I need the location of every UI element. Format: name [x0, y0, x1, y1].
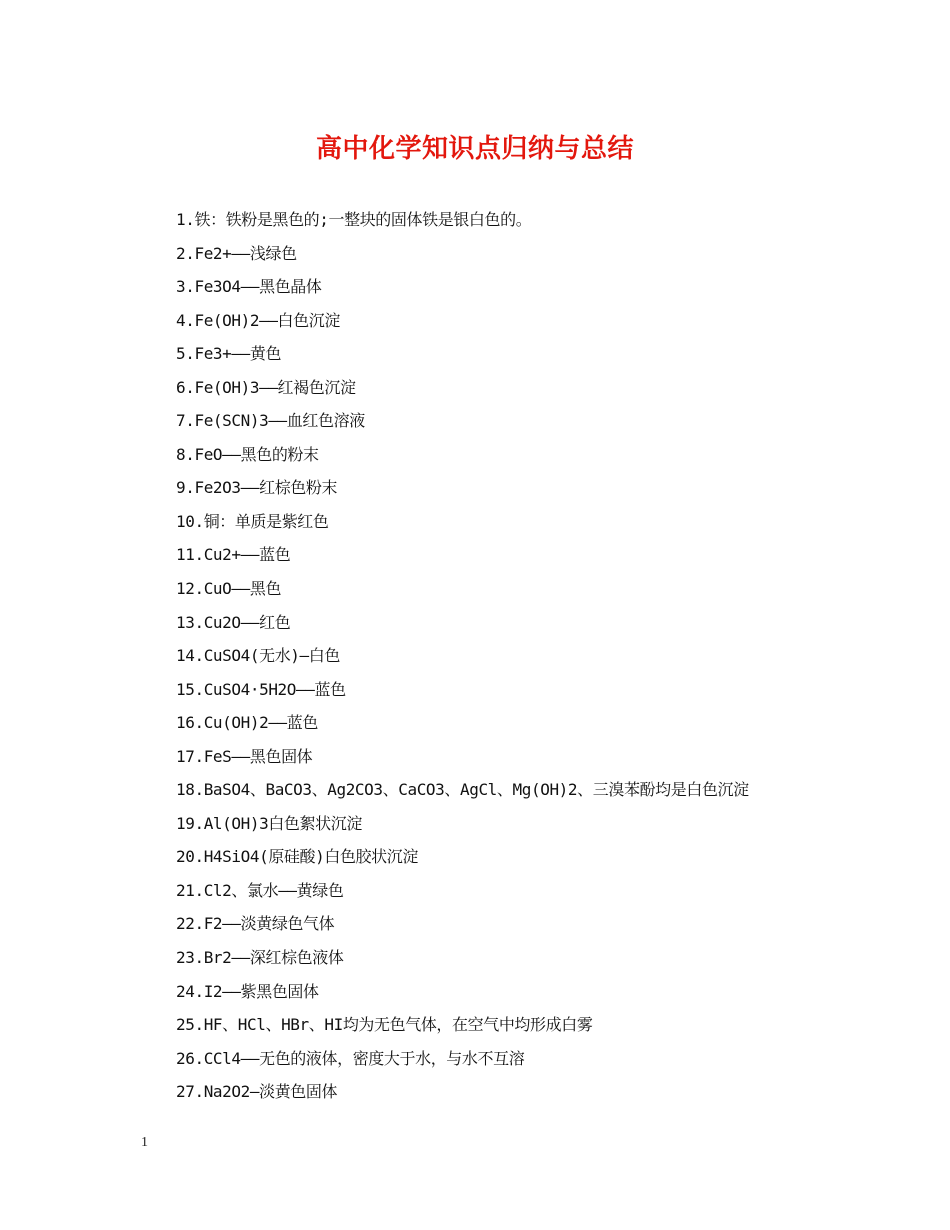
list-item: 3.Fe3O4——黑色晶体 [176, 277, 322, 297]
list-item: 7.Fe(SCN)3——血红色溶液 [176, 411, 365, 431]
page-title: 高中化学知识点归纳与总结 [315, 134, 634, 164]
list-item: 18.BaSO4、BaCO3、Ag2CO3、CaCO3、AgCl、Mg(OH)2、三溴苯酚均是白色沉淀 [176, 780, 749, 800]
list-item: 11.Cu2+——蓝色 [176, 545, 291, 565]
list-item: 20.H4SiO4(原硅酸)白色胶状沉淀 [176, 847, 418, 867]
list-item: 25.HF、HCl、HBr、HI均为无色气体，在空气中均形成白雾 [176, 1015, 593, 1035]
list-item: 10.铜：单质是紫红色 [176, 511, 329, 531]
list-item: 4.Fe(OH)2——白色沉淀 [176, 310, 340, 330]
knowledge-list [176, 203, 749, 1109]
list-item: 21.Cl2、氯水——黄绿色 [176, 880, 344, 900]
list-item: 1.铁：铁粉是黑色的;一整块的固体铁是银白色的。 [176, 210, 532, 229]
list-item: 13.Cu2O——红色 [176, 612, 291, 632]
list-item: 23.Br2——深红棕色液体 [176, 948, 344, 968]
list-item: 15.CuSO4·5H2O——蓝色 [176, 679, 346, 699]
list-item: 8.FeO——黑色的粉末 [176, 444, 319, 464]
list-item: 5.Fe3+——黄色 [176, 344, 282, 364]
list-item: 22.F2——淡黄绿色气体 [176, 914, 335, 934]
list-item: 24.I2——紫黑色固体 [176, 981, 319, 1001]
list-item: 19.Al(OH)3白色絮状沉淀 [176, 813, 362, 833]
list-item: 27.Na2O2—淡黄色固体 [176, 1082, 338, 1102]
list-item: 12.CuO——黑色 [176, 579, 282, 599]
list-item: 26.CCl4——无色的液体，密度大于水，与水不互溶 [176, 1048, 525, 1068]
list-item: 6.Fe(OH)3——红褐色沉淀 [176, 377, 356, 397]
list-item: 16.Cu(OH)2——蓝色 [176, 713, 318, 733]
page-number: 1 [141, 1135, 148, 1150]
list-item: 14.CuSO4(无水)—白色 [176, 646, 340, 666]
list-item: 9.Fe2O3——红棕色粉末 [176, 478, 338, 498]
list-item: 2.Fe2+——浅绿色 [176, 243, 297, 263]
list-item: 17.FeS——黑色固体 [176, 746, 313, 766]
